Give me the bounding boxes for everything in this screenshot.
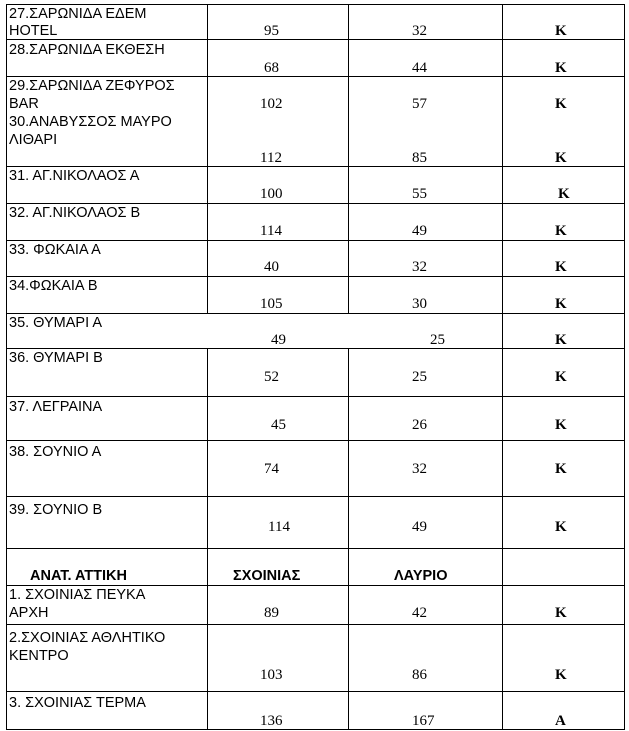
value-a: 95: [264, 23, 279, 39]
location-name: 33. ΦΩΚΑΙΑ Α: [9, 242, 101, 258]
classification-mark: Κ: [555, 96, 567, 112]
value-b: 86: [412, 667, 427, 683]
value-b: 25: [430, 332, 445, 348]
classification-mark: Κ: [555, 667, 567, 683]
column-divider: [348, 348, 349, 730]
row-divider: [6, 240, 625, 241]
value-a: 89: [264, 605, 279, 621]
value-b: 49: [412, 519, 427, 535]
value-a: 102: [260, 96, 283, 112]
value-b: 26: [412, 417, 427, 433]
value-a: 68: [264, 60, 279, 76]
value-b: 32: [412, 259, 427, 275]
location-name: 30.ΑΝΑΒΥΣΣΟΣ ΜΑΥΡΟ: [9, 114, 172, 130]
value-b: 32: [412, 461, 427, 477]
value-a: 114: [268, 519, 290, 535]
value-b: 25: [412, 369, 427, 385]
row-divider: [6, 691, 625, 692]
row-divider: [6, 548, 625, 549]
location-name: 34.ΦΩΚΑΙΑ Β: [9, 278, 98, 294]
row-divider: [6, 496, 625, 497]
row-divider: [6, 166, 625, 167]
value-b: 44: [412, 60, 427, 76]
row-divider: [6, 396, 625, 397]
classification-mark: Κ: [555, 296, 567, 312]
location-name: 36. ΘΥΜΑΡΙ Β: [9, 350, 103, 366]
location-name: 28.ΣΑΡΩΝΙΔΑ ΕΚΘΕΣΗ: [9, 42, 165, 58]
value-a: 103: [260, 667, 283, 683]
location-name: 37. ΛΕΓΡΑΙΝΑ: [9, 399, 103, 415]
value-a: 40: [264, 259, 279, 275]
value-a: 114: [260, 223, 282, 239]
value-a: 45: [271, 417, 286, 433]
location-name: 38. ΣΟΥΝΙΟ Α: [9, 444, 102, 460]
location-name: 27.ΣΑΡΩΝΙΔΑ ΕΔΕΜ: [9, 6, 147, 22]
value-a: 74: [264, 461, 279, 477]
location-name: 39. ΣΟΥΝΙΟ Β: [9, 502, 103, 518]
value-b: 55: [412, 186, 427, 202]
row-divider: [6, 440, 625, 441]
row-divider: [6, 276, 625, 277]
classification-mark: Κ: [555, 461, 567, 477]
value-b: 30: [412, 296, 427, 312]
row-divider: [6, 313, 625, 314]
value-b: 49: [412, 223, 427, 239]
column-divider: [624, 4, 625, 730]
location-name: HOTEL: [9, 23, 58, 39]
classification-mark: Κ: [558, 186, 570, 202]
row-divider: [6, 624, 625, 625]
row-divider: [6, 76, 625, 77]
location-name: 35. ΘΥΜΑΡΙ Α: [9, 315, 103, 331]
row-divider: [6, 729, 625, 730]
column-divider: [502, 4, 503, 730]
row-divider: [6, 348, 625, 349]
location-name: 31. ΑΓ.ΝΙΚΟΛΑΟΣ Α: [9, 168, 140, 184]
section-title: ΑΝΑΤ. ΑΤΤΙΚΗ: [30, 568, 127, 584]
location-name: 32. ΑΓ.ΝΙΚΟΛΑΟΣ Β: [9, 205, 141, 221]
location-name: BAR: [9, 96, 39, 112]
value-a: 52: [264, 369, 279, 385]
value-b: 32: [412, 23, 427, 39]
classification-mark: Κ: [555, 23, 567, 39]
classification-mark: Κ: [555, 417, 567, 433]
classification-mark: Κ: [555, 519, 567, 535]
location-name: 2.ΣΧΟΙΝΙΑΣ ΑΘΛΗΤΙΚΟ: [9, 630, 166, 646]
classification-mark: Κ: [555, 605, 567, 621]
classification-mark: Κ: [555, 60, 567, 76]
column-divider: [6, 4, 7, 730]
classification-mark: Κ: [555, 332, 567, 348]
row-divider: [6, 4, 625, 5]
column-divider: [348, 4, 349, 313]
value-b: 42: [412, 605, 427, 621]
classification-mark: Κ: [555, 150, 567, 166]
column-header: ΛΑΥΡΙΟ: [394, 568, 448, 584]
value-b: 57: [412, 96, 427, 112]
location-name: ΚΕΝΤΡΟ: [9, 648, 69, 664]
value-a: 100: [260, 186, 283, 202]
value-a: 49: [271, 332, 286, 348]
location-name: ΑΡΧΗ: [9, 605, 49, 621]
row-divider: [6, 585, 625, 586]
location-name: 29.ΣΑΡΩΝΙΔΑ ΖΕΦΥΡΟΣ: [9, 78, 175, 94]
value-b: 85: [412, 150, 427, 166]
row-divider: [6, 39, 625, 40]
location-name: ΛΙΘΑΡΙ: [9, 132, 58, 148]
column-divider: [207, 4, 208, 313]
location-name: 1. ΣΧΟΙΝΙΑΣ ΠΕΥΚΑ: [9, 587, 146, 603]
column-divider: [207, 348, 208, 730]
column-header: ΣΧΟΙΝΙΑΣ: [233, 568, 301, 584]
location-name: 3. ΣΧΟΙΝΙΑΣ ΤΕΡΜΑ: [9, 695, 146, 711]
value-a: 105: [260, 296, 283, 312]
row-divider: [6, 203, 625, 204]
value-a: 136: [260, 713, 283, 729]
classification-mark: Κ: [555, 223, 567, 239]
classification-mark: Α: [555, 713, 566, 729]
value-a: 112: [260, 150, 282, 166]
value-b: 167: [412, 713, 435, 729]
classification-mark: Κ: [555, 369, 567, 385]
classification-mark: Κ: [555, 259, 567, 275]
